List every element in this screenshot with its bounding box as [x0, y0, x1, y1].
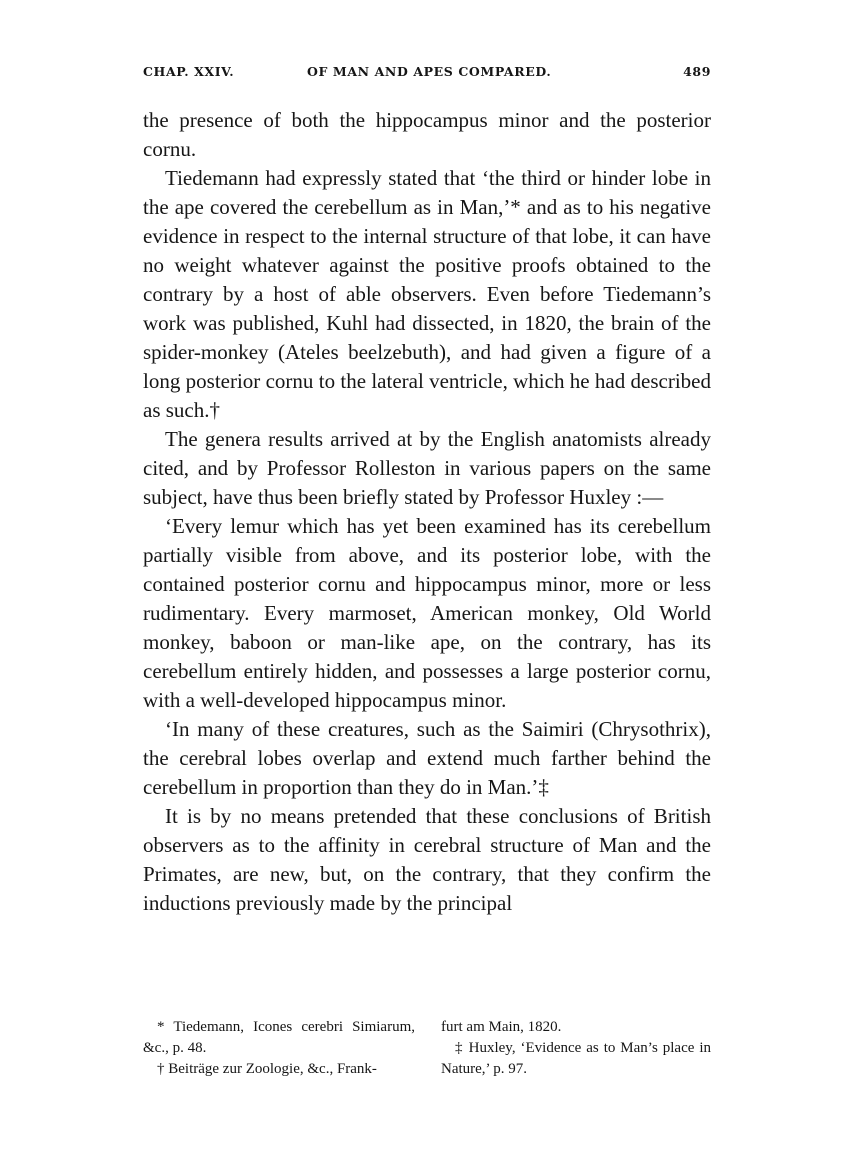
quoted-paragraph: ‘In many of these creatures, such as the Saimiri (Chrysothrix), the cerebral lobes overlap and extend much farther behind the cerebellum in proportion than they do in Man.’‡	[143, 717, 711, 799]
body-text	[143, 106, 711, 918]
paragraph: the presence of both the hippocampus minor and the posterior cornu.	[143, 108, 711, 161]
footnotes	[143, 1017, 711, 1080]
footnote: ‡ Huxley, ‘Evidence as to Man’s place in Nature,’ p. 97.	[441, 1040, 711, 1077]
paragraph: Tiedemann had expressly stated that ‘the third or hinder lobe in the ape covered the cerebellum as in Man,’* and as to his negative evidence in respect to the internal structure of that lobe, it can have no weight whatever against the positive proofs obtained to the contrary by a host of able observers. Even before Tiedemann’s work was published, Kuhl had dissected, in 1820, the brain of the spider-monkey (Ateles beelzebuth), and had given a figure of a long posterior cornu to the lateral ventricle, which he had described as such.†	[143, 166, 711, 422]
footnote-continuation: furt am Main, 1820.	[441, 1019, 562, 1035]
paragraph: It is by no means pretended that these conclusions of British observers as to the affinity in cerebral structure of Man and the Primates, are new, but, on the contrary, that they confirm the inductions previously made by the principal	[143, 804, 711, 915]
page	[143, 62, 711, 918]
running-title: OF MAN AND APES COMPARED.	[307, 64, 552, 79]
footnotes-left-column	[143, 1017, 415, 1080]
paragraph: The genera results arrived at by the English anatomists already cited, and by Professor Rolleston in various papers on the same subject, have thus been briefly stated by Professor Huxley :—	[143, 427, 711, 509]
footnote: † Beiträge zur Zoologie, &c., Frank-	[157, 1061, 377, 1077]
page-number: 489	[683, 64, 711, 79]
footnote: * Tiedemann, Icones cerebri Simiarum, &c., p. 48.	[143, 1019, 415, 1056]
running-head	[143, 62, 711, 84]
chapter-label: CHAP. XXIV.	[143, 64, 235, 79]
quoted-paragraph: ‘Every lemur which has yet been examined has its cerebellum partially visible from above, and its posterior lobe, with the contained posterior cornu and hippocampus minor, more or less rudimentary. Every marmoset, American monkey, Old World monkey, baboon or man-like ape, on the contrary, has its cerebellum entirely hidden, and possesses a large posterior cornu, with a well-developed hippocampus minor.	[143, 514, 711, 712]
footnotes-right-column	[441, 1017, 711, 1080]
